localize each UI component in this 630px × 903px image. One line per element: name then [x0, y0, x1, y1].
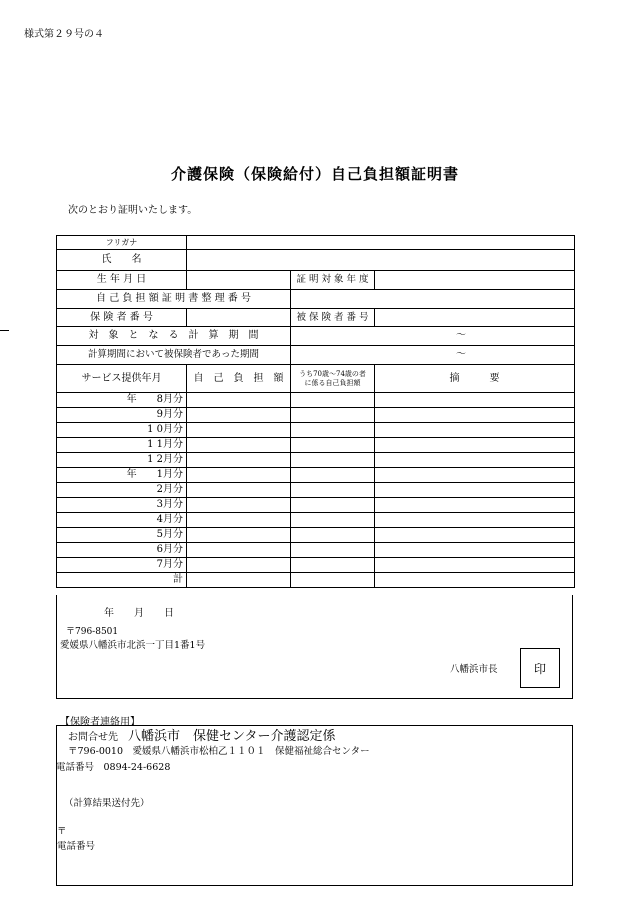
- birthdate-row: [57, 271, 575, 290]
- self-pay-header: 自 己 負 担 額: [187, 365, 291, 393]
- self-pay-cell[interactable]: [187, 543, 291, 558]
- result-destination-label: （計算結果送付先）: [64, 798, 150, 809]
- age-70-74-cell[interactable]: [291, 468, 375, 483]
- month-label: 計: [57, 573, 187, 588]
- remarks-cell[interactable]: [375, 423, 575, 438]
- self-pay-cell[interactable]: [187, 453, 291, 468]
- furigana-field[interactable]: [187, 236, 575, 250]
- self-pay-cell[interactable]: [187, 483, 291, 498]
- month-label: 年 8月分: [57, 393, 187, 408]
- cert-number-row: [57, 290, 575, 309]
- issuer-address: 愛媛県八幡浜市北浜一丁目1番1号: [60, 640, 206, 651]
- insured-number-field[interactable]: [375, 309, 575, 327]
- self-pay-cell[interactable]: [187, 573, 291, 588]
- remarks-cell[interactable]: [375, 483, 575, 498]
- self-pay-cell[interactable]: [187, 528, 291, 543]
- age-70-74-header: うち70歳～74歳の者 に係る自己負担額: [291, 365, 375, 393]
- month-label: 9月分: [57, 408, 187, 423]
- month-row: [57, 573, 575, 588]
- seal-box: [520, 648, 560, 688]
- certificate-table: [56, 235, 575, 588]
- month-label: 7月分: [57, 558, 187, 573]
- month-row: [57, 483, 575, 498]
- calc-period-label: 対 象 と な る 計 算 期 間: [57, 327, 291, 346]
- self-pay-cell[interactable]: [187, 558, 291, 573]
- insured-period-label: 計算期間において被保険者であった期間: [57, 346, 291, 365]
- month-label: 4月分: [57, 513, 187, 528]
- month-label: 3月分: [57, 498, 187, 513]
- result-postal-mark[interactable]: 〒: [57, 826, 67, 837]
- age-70-74-cell[interactable]: [291, 498, 375, 513]
- inquiry-line: [68, 725, 335, 744]
- intro-text: 次のとおり証明いたします。: [68, 205, 198, 216]
- remarks-cell[interactable]: [375, 573, 575, 588]
- remarks-cell[interactable]: [375, 393, 575, 408]
- age-70-74-cell[interactable]: [291, 393, 375, 408]
- age-70-74-cell[interactable]: [291, 408, 375, 423]
- month-row: [57, 468, 575, 483]
- birthdate-label: 生 年 月 日: [57, 271, 187, 290]
- month-label: 1 1月分: [57, 438, 187, 453]
- age-70-74-cell[interactable]: [291, 423, 375, 438]
- contact-heading: 【保険者連絡用】: [60, 717, 140, 728]
- month-label: 5月分: [57, 528, 187, 543]
- issuer-mayor: 八幡浜市長: [450, 664, 498, 675]
- name-row: [57, 250, 575, 271]
- remarks-cell[interactable]: [375, 513, 575, 528]
- month-row: [57, 453, 575, 468]
- month-row: [57, 528, 575, 543]
- issuer-postal: 〒796-8501: [66, 627, 119, 637]
- insurer-row: [57, 309, 575, 327]
- remarks-cell[interactable]: [375, 468, 575, 483]
- month-row: [57, 423, 575, 438]
- cert-year-field[interactable]: [375, 271, 575, 290]
- month-label: 1 0月分: [57, 423, 187, 438]
- insurer-number-label: 保 険 者 番 号: [57, 309, 187, 327]
- age-70-74-cell[interactable]: [291, 543, 375, 558]
- contact-tel: 電話番号 0894-24-6628: [56, 762, 171, 773]
- age-70-74-cell[interactable]: [291, 483, 375, 498]
- inquiry-dept: 八幡浜市 保健センター介護認定係: [128, 729, 336, 744]
- cert-number-field[interactable]: [291, 290, 575, 309]
- insured-number-label: 被 保 険 者 番 号: [291, 309, 375, 327]
- seal-label: 印: [533, 661, 546, 676]
- self-pay-cell[interactable]: [187, 393, 291, 408]
- insurer-number-field[interactable]: [187, 309, 291, 327]
- month-label: 2月分: [57, 483, 187, 498]
- calc-period-row: [57, 327, 575, 346]
- remarks-cell[interactable]: [375, 558, 575, 573]
- furigana-row: [57, 236, 575, 250]
- name-label: 氏 名: [57, 250, 187, 271]
- birthdate-field[interactable]: [187, 271, 291, 290]
- self-pay-cell[interactable]: [187, 423, 291, 438]
- remarks-cell[interactable]: [375, 528, 575, 543]
- age-70-74-cell[interactable]: [291, 438, 375, 453]
- age-70-74-cell[interactable]: [291, 573, 375, 588]
- insured-period-field[interactable]: ～: [291, 346, 575, 365]
- column-header-row: [57, 365, 575, 393]
- remarks-cell[interactable]: [375, 543, 575, 558]
- age-70-74-cell[interactable]: [291, 513, 375, 528]
- remarks-header: 摘 要: [375, 365, 575, 393]
- cert-year-label: 証 明 対 象 年 度: [291, 271, 375, 290]
- age-70-74-cell[interactable]: [291, 453, 375, 468]
- remarks-cell[interactable]: [375, 408, 575, 423]
- month-row: [57, 438, 575, 453]
- issue-date[interactable]: 年 月 日: [104, 608, 174, 619]
- month-row: [57, 543, 575, 558]
- month-row: [57, 408, 575, 423]
- age-70-74-cell[interactable]: [291, 528, 375, 543]
- self-pay-cell[interactable]: [187, 438, 291, 453]
- inquiry-prefix: お問合せ先: [68, 732, 118, 743]
- form-number: 様式第２９号の４: [24, 29, 104, 40]
- month-row: [57, 498, 575, 513]
- self-pay-cell[interactable]: [187, 513, 291, 528]
- margin-tick: [0, 330, 9, 331]
- remarks-cell[interactable]: [375, 453, 575, 468]
- document-title: 介護保険（保険給付）自己負担額証明書: [170, 165, 459, 183]
- month-row: [57, 513, 575, 528]
- remarks-cell[interactable]: [375, 498, 575, 513]
- month-label: 6月分: [57, 543, 187, 558]
- month-row: [57, 558, 575, 573]
- month-label: 年 1月分: [57, 468, 187, 483]
- self-pay-cell[interactable]: [187, 468, 291, 483]
- insured-period-row: [57, 346, 575, 365]
- month-row: [57, 393, 575, 408]
- result-tel-label[interactable]: 電話番号: [57, 841, 96, 852]
- cert-number-label: 自 己 負 担 額 証 明 書 整 理 番 号: [57, 290, 291, 309]
- remarks-cell[interactable]: [375, 438, 575, 453]
- self-pay-cell[interactable]: [187, 408, 291, 423]
- calc-period-field[interactable]: ～: [291, 327, 575, 346]
- self-pay-cell[interactable]: [187, 498, 291, 513]
- age-70-74-cell[interactable]: [291, 558, 375, 573]
- furigana-label: フリガナ: [57, 236, 187, 250]
- service-month-header: サービス提供年月: [57, 365, 187, 393]
- contact-address: 〒796-0010 愛媛県八幡浜市松柏乙１１０１ 保健福祉総合センター: [68, 746, 370, 757]
- name-field[interactable]: [187, 250, 575, 271]
- month-label: 1 2月分: [57, 453, 187, 468]
